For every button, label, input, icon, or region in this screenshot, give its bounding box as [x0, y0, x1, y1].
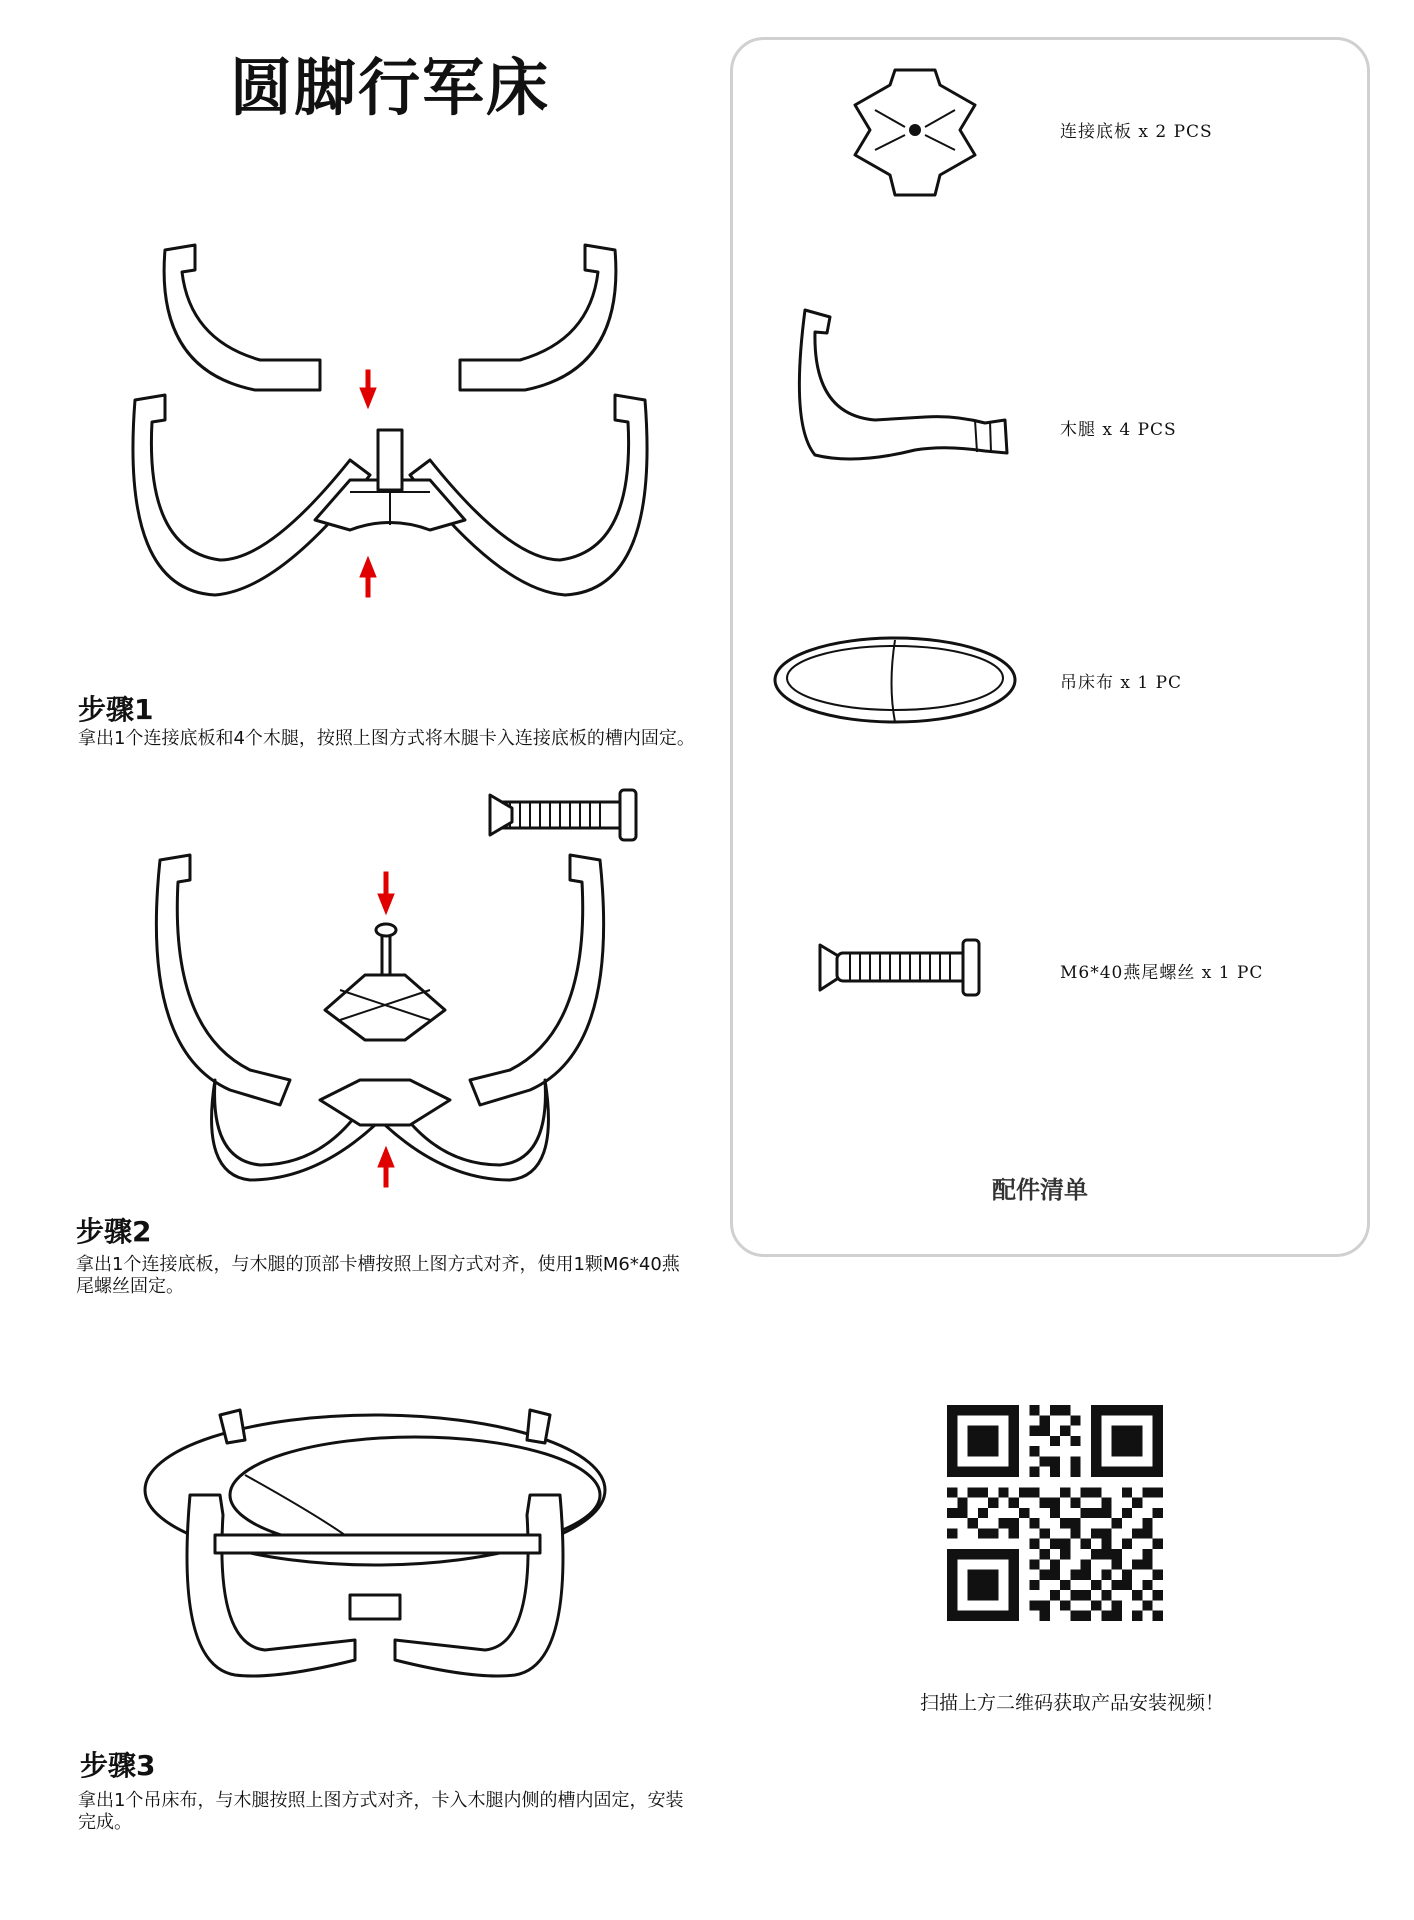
qr-code-icon[interactable] [947, 1405, 1163, 1621]
wooden-leg-icon [785, 305, 1015, 480]
arrow-down-icon [360, 370, 376, 408]
parts-panel-caption: 配件清单 [992, 1176, 1088, 1204]
part-label-dovetail-screw: M6*40燕尾螺丝 x 1 PC [1060, 963, 1264, 983]
arrow-up-icon [360, 557, 376, 597]
step3-desc: 拿出1个吊床布，与木腿按照上图方式对齐，卡入木腿内侧的槽内固定，安装完成。 [78, 1790, 684, 1833]
dovetail-screw-icon [815, 935, 985, 1000]
dovetail-screw-icon [490, 790, 636, 840]
hammock-fabric-icon [770, 630, 1020, 730]
part-label-hammock-fabric: 吊床布 x 1 PC [1060, 673, 1183, 693]
step3-illustration [135, 1395, 615, 1695]
connector-plate-icon [835, 65, 995, 205]
arrow-up-icon [378, 1147, 394, 1187]
arrow-down-icon [378, 872, 394, 914]
step1-title: 步骤1 [78, 693, 154, 726]
step2-illustration [120, 780, 680, 1200]
step1-desc: 拿出1个连接底板和4个木腿，按照上图方式将木腿卡入连接底板的槽内固定。 [78, 728, 695, 749]
part-label-wooden-leg: 木腿 x 4 PCS [1060, 420, 1177, 440]
step3-title: 步骤3 [80, 1749, 156, 1782]
part-label-connector-plate: 连接底板 x 2 PCS [1060, 122, 1213, 142]
qr-caption: 扫描上方二维码获取产品安装视频！ [920, 1692, 1225, 1714]
step2-desc: 拿出1个连接底板，与木腿的顶部卡槽按照上图方式对齐，使用1颗M6*40燕尾螺丝固定。 [76, 1254, 680, 1297]
page-title: 圆脚行军床 [230, 51, 551, 124]
step1-illustration [120, 230, 660, 620]
step2-title: 步骤2 [76, 1215, 152, 1248]
